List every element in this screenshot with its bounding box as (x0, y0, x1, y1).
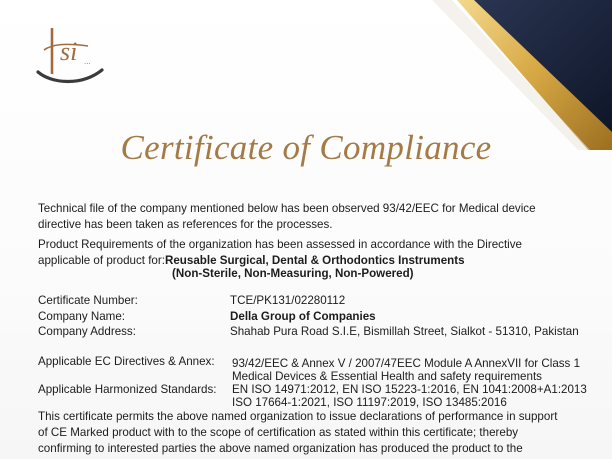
intro-line-1: Technical file of the company mentioned below has been observed 93/42/EEC for Medical device (38, 202, 536, 215)
company-address-label: Company Address: (38, 325, 136, 338)
directives-label: Applicable EC Directives & Annex: (38, 355, 215, 368)
standards-value-line-2: ISO 17664-1:2021, ISO 11197:2019, ISO 13485:2016 (232, 396, 507, 409)
directives-value-line-1: 93/42/EEC & Annex V / 2007/47EEC Module A AnnexVII for Class 1 (232, 357, 581, 370)
svg-text:...: ... (84, 57, 91, 66)
tsi-logo (30, 10, 110, 92)
closing-line-2: of CE Marked product with to the scope of certification as stated within this certificate; thereby (38, 426, 519, 439)
cert-number-label: Certificate Number: (38, 294, 138, 307)
certificate-title: Certificate of Compliance (120, 128, 492, 167)
intro-line-2: directive has been taken as references for the processes. (38, 218, 333, 231)
standards-value-line-1: EN ISO 14971:2012, EN ISO 15223-1:2016, EN 1041:2008+A1:2013 (232, 383, 587, 396)
svg-text:si: si (60, 37, 78, 66)
closing-line-1: This certificate permits the above named organization to issue declarations of performance in support (38, 410, 558, 423)
product-scope-line-2: (Non-Sterile, Non-Measuring, Non-Powered) (172, 267, 414, 280)
company-name-label: Company Name: (38, 310, 125, 323)
company-name-value: Della Group of Companies (230, 310, 376, 323)
requirements-prefix: applicable of product for: (38, 254, 165, 267)
requirements-line-1: Product Requirements of the organization has been assessed in accordance with the Directive (38, 238, 522, 251)
closing-line-3: confirming to interested parties the above named organization has produced the product to the (38, 442, 523, 455)
cert-number-value: TCE/PK131/02280112 (230, 294, 346, 307)
standards-label: Applicable Harmonized Standards: (38, 383, 217, 396)
directives-value-line-2: Medical Devices & Essential Health and safety requirements (232, 370, 542, 383)
product-scope-line-1: Reusable Surgical, Dental & Orthodontics Instruments (164, 254, 465, 267)
company-address-value: Shahab Pura Road S.I.E, Bismillah Street, Sialkot - 51310, Pakistan (230, 325, 579, 338)
